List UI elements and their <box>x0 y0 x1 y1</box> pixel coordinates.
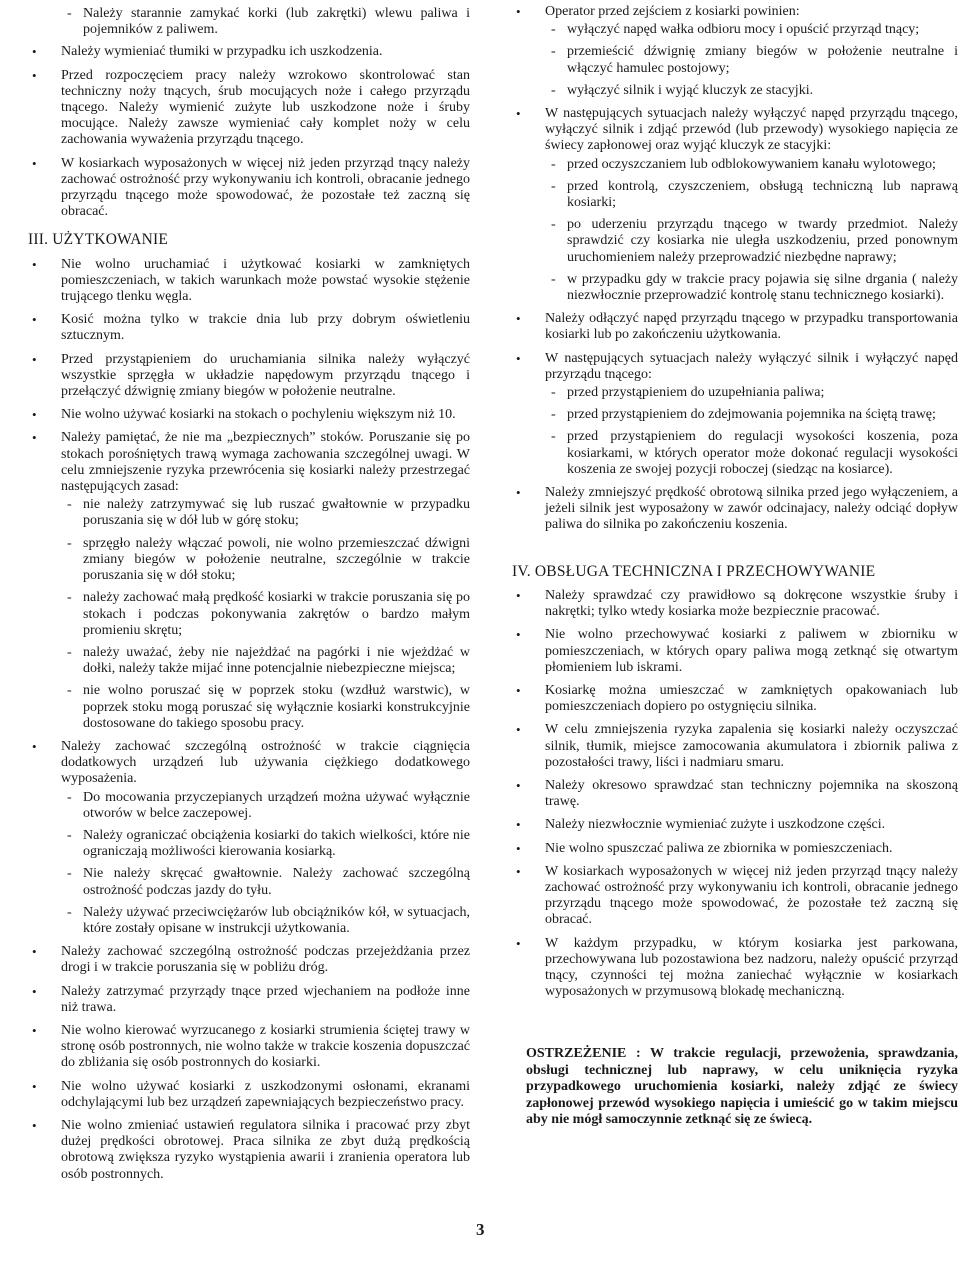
towing-rules-list <box>61 790 470 938</box>
operator-leave-intro: • Operator przed zejściem z kosiarki powinien: <box>545 4 800 19</box>
list-item: - przed oczyszczaniem lub odblokowywaniem kanału wylotowego; <box>545 157 958 173</box>
list-item: - przemieścić dźwignię zmiany biegów w położenie neutralne i włączyć hamulec postojowy; <box>545 44 958 76</box>
list-item <box>28 430 470 731</box>
list-item: • Kosić można tylko w trakcie dnia lub przy dobrym oświetleniu sztucznym. <box>28 312 470 344</box>
list-item: - przed przystąpieniem do uzupełniania paliwa; <box>545 385 958 401</box>
stop-steps <box>545 385 958 478</box>
list-item: • Należy sprawdzać czy prawidłowo są dokręcone wszystkie śruby i nakrętki; tylko wtedy kosiarka może bezpiecznie pracować. <box>512 588 958 620</box>
list-item: - należy zachować małą prędkość kosiarki w trakcie poruszania się po stokach i podczas pokonywania zakrętów o bardzo małym promieniu skrętu; <box>61 590 470 639</box>
list-item: - przed przystąpieniem do regulacji wysokości koszenia, poza kosiarkami, w których operator może dokonać regulacji wysokości koszenia ze swojej pozycji roboczej (siedząc na kosiarce). <box>545 429 958 478</box>
list-item: • W każdym przypadku, w którym kosiarka jest parkowana, przechowywana lub pozostawiona bez nadzoru, należy opuścić przyrząd tnący, czynności tej można zaniechać wyłącznie w kosiarkach wyposażonych w przymusową blokadę mechaniczną. <box>512 936 958 1001</box>
list-item: • Kosiarkę można umieszczać w zamkniętych opakowaniach lub pomieszczeniach dopiero po ostygnięciu silnika. <box>512 683 958 715</box>
slope-rules-list <box>61 497 470 732</box>
right-column <box>512 4 958 1129</box>
list-item: • Nie wolno zmieniać ustawień regulatora silnika i pracować przy zbyt dużej prędkości obrotowej. Praca silnika ze zbyt dużą prędkością obrotową zwiększa ryzyko wystąpienia awarii i zranienia operatora lub osób postronnych. <box>28 1118 470 1183</box>
intro-bullet-list <box>28 44 470 220</box>
list-item: • Należy wymieniać tłumiki w przypadku ich uszkodzenia. <box>28 44 470 60</box>
usage-bullet-list <box>28 257 470 1183</box>
disconnect-steps <box>545 157 958 305</box>
left-column <box>28 4 470 1190</box>
list-item <box>512 106 958 304</box>
list-item: • Nie wolno uruchamiać i użytkować kosiarki w zamkniętych pomieszczeniach, w takich warunkach może powstać wysokie stężenie trującego tlenku węgla. <box>28 257 470 306</box>
list-item <box>28 739 470 937</box>
list-item: - nie wolno poruszać się w poprzek stoku (wzdłuż warstwic), w poprzek stoku mogą poruszać się wyłącznie kosiarki konstrukcyjnie dostosowane do takiego sposobu pracy. <box>61 683 470 732</box>
list-item: - Nie należy skręcać gwałtownie. Należy zachować szczególną ostrożność podczas jazdy do tyłu. <box>61 866 470 898</box>
list-item: - Do mocowania przyczepianych urządzeń można używać wyłącznie otworów w belce zaczepowej. <box>61 790 470 822</box>
list-item: • Należy zachować szczególną ostrożność podczas przejeżdżania przez drogi i w trakcie poruszania się w pobliżu dróg. <box>28 944 470 976</box>
list-item: • Nie wolno kierować wyrzucanego z kosiarki strumienia ściętej trawy w stronę osób postronnych, nie wolno także w trakcie koszenia dopuszczać do zbliżania się osób postronnych do kosiarki. <box>28 1023 470 1072</box>
list-item: • Należy okresowo sprawdzać stan techniczny pojemnika na skoszoną trawę. <box>512 778 958 810</box>
list-item: - po uderzeniu przyrządu tnącego w twardy przedmiot. Należy sprawdzić czy kosiarka nie uległa uszkodzeniu, przed ponownym uruchomieniem należy przeprowadzić niezbędne naprawy; <box>545 217 958 266</box>
disconnect-intro: • W następujących sytuacjach należy wyłączyć napęd przyrządu tnącego, wyłączyć silnik i zdjąć przewód (lub przewody) wysokiego napięcia ze świecy zapłonowej oraz wyjąć kluczyk ze stacyjki: <box>545 106 958 154</box>
list-item <box>512 4 958 99</box>
list-item: - wyłączyć napęd wałka odbioru mocy i opuścić przyrząd tnący; <box>545 22 958 38</box>
operator-leave-steps <box>545 22 958 99</box>
stop-intro: • W następujących sytuacjach należy wyłączyć silnik i wyłączyć napęd przyrządu tnącego: <box>545 350 958 382</box>
slopes-intro: • Należy pamiętać, że nie ma „bezpiecznych” stoków. Poruszanie się po stokach porośniętych trawą wymaga zachowania szczególnej uwagi. W celu zmniejszenie ryzyka przewrócenia się kosiarki należy przestrzegać następujących zasad: <box>61 430 470 495</box>
safety-warning: OSTRZEŻENIE : W trakcie regulacji, przewożenia, sprawdzania, obsługi technicznej lub naprawy, w celu uniknięcia ryzyka przypadkowego uruchomienia kosiarki, należy zdjąć ze świecy zapłonowej przewód wysokiego napięcia i umieścić go w takim miejscu aby nie mógł samoczynnie zetknąć się ze świecą. <box>526 1046 958 1128</box>
list-item: • Należy zatrzymać przyrządy tnące przed wjechaniem na podłoże inne niż trawa. <box>28 984 470 1016</box>
section-heading-maintenance: IV. OBSŁUGA TECHNICZNA I PRZECHOWYWANIE <box>512 562 876 580</box>
list-item: - sprzęgło należy włączać powoli, nie wolno przemieszczać dźwigni zmiany biegów w położenie neutralne, szczególnie w trakcie poruszania się w dół stoku; <box>61 536 470 585</box>
operator-bullet-list <box>512 4 958 534</box>
list-item: - nie należy zatrzymywać się lub ruszać gwałtownie w przypadku poruszania się w dół lub w górę stoku; <box>61 497 470 529</box>
list-item: • Nie wolno spuszczać paliwa ze zbiornika w pomieszczeniach. <box>512 841 958 857</box>
list-item: • Nie wolno używać kosiarki z uszkodzonymi osłonami, ekranami odchylającymi lub bez urządzeń zapewniających bezpieczeństwo pracy. <box>28 1079 470 1111</box>
list-item: - przed przystąpieniem do zdejmowania pojemnika na ściętą trawę; <box>545 407 958 423</box>
list-item: • Należy niezwłocznie wymieniać zużyte i uszkodzone części. <box>512 817 958 833</box>
list-item <box>512 351 958 478</box>
page-number: 3 <box>476 1220 485 1239</box>
towing-intro: • Należy zachować szczególną ostrożność w trakcie ciągnięcia dodatkowych urządzeń lub używania ciężkiego dodatkowego wyposażenia. <box>61 738 470 787</box>
list-item: - w przypadku gdy w trakcie pracy pojawia się silne drgania ( należy niezwłocznie przeprowadzić kontrolę stanu technicznego kosiarki). <box>545 272 958 304</box>
list-item: - Należy ograniczać obciążenia kosiarki do takich wielkości, które nie ograniczają możliwości kierowania kosiarką. <box>61 828 470 860</box>
list-item: • Przed przystąpieniem do uruchamiania silnika należy wyłączyć wszystkie sprzęgła w układzie napędowym przyrządu tnącego i przełączyć dźwignię zmiany biegów w położenie neutralne. <box>28 352 470 401</box>
list-item: - Należy używać przeciwciężarów lub obciążników kół, w sytuacjach, które zostały opisane w instrukcji użytkowania. <box>61 905 470 937</box>
list-item: • Przed rozpoczęciem pracy należy wzrokowo skontrolować stan techniczny noży tnących, śrub mocujących noże i całego przyrządu tnącego. Należy wymienić zużyte lub uszkodzone noże i śruby mocujące. Należy zawsze wymieniać cały komplet noży w celu zachowania wyważenia przyrządu tnącego. <box>28 68 470 149</box>
list-item: - wyłączyć silnik i wyjąć kluczyk ze stacyjki. <box>545 83 958 99</box>
list-item: • Nie wolno używać kosiarki na stokach o pochyleniu większym niż 10. <box>28 407 470 423</box>
list-item: - należy uważać, żeby nie najeżdżać na pagórki i nie wjeżdżać w dołki, należy także mijać inne potencjalnie niebezpieczne miejsca; <box>61 645 470 677</box>
fuel-cap-note <box>28 6 470 38</box>
fuel-cap-item: - Należy starannie zamykać korki (lub zakrętki) wlewu paliwa i pojemników z paliwem. <box>61 6 470 38</box>
list-item: • Należy zmniejszyć prędkość obrotową silnika przed jego wyłączeniem, a jeżeli silnik jest wyposażony w zawór odcinajacy, należy odciąć dopływ paliwa do silnika po zakończeniu koszenia. <box>512 485 958 534</box>
list-item: • W celu zmniejszenia ryzyka zapalenia się kosiarki należy oczyszczać silnik, tłumik, miejsce zamocowania akumulatora i zbiornik paliwa z pozostałości trawy, liści i nadmiaru smaru. <box>512 722 958 771</box>
list-item: • W kosiarkach wyposażonych w więcej niż jeden przyrząd tnący należy zachować ostrożność przy wykonywaniu ich kontroli, obracanie jednego przyrządu tnącego może spowodować, że pozostałe też zaczną się obracać. <box>512 864 958 929</box>
list-item: - przed kontrolą, czyszczeniem, obsługą techniczną lub naprawą kosiarki; <box>545 179 958 211</box>
list-item: • Nie wolno przechowywać kosiarki z paliwem w zbiorniku w pomieszczeniach, w których opary paliwa mogą zetknąć się otwartym płomieniem lub iskrami. <box>512 627 958 676</box>
list-item: • Należy odłączyć napęd przyrządu tnącego w przypadku transportowania kosiarki lub po zakończeniu użytkowania. <box>512 311 958 343</box>
section-heading-usage: III. UŻYTKOWANIE <box>28 231 169 249</box>
maintenance-bullet-list <box>512 588 958 1000</box>
list-item: • W kosiarkach wyposażonych w więcej niż jeden przyrząd tnący należy zachować ostrożność przy wykonywaniu ich kontroli, obracanie jednego przyrządu tnącego może spowodować, że pozostałe też zaczną się obracać. <box>28 156 470 221</box>
